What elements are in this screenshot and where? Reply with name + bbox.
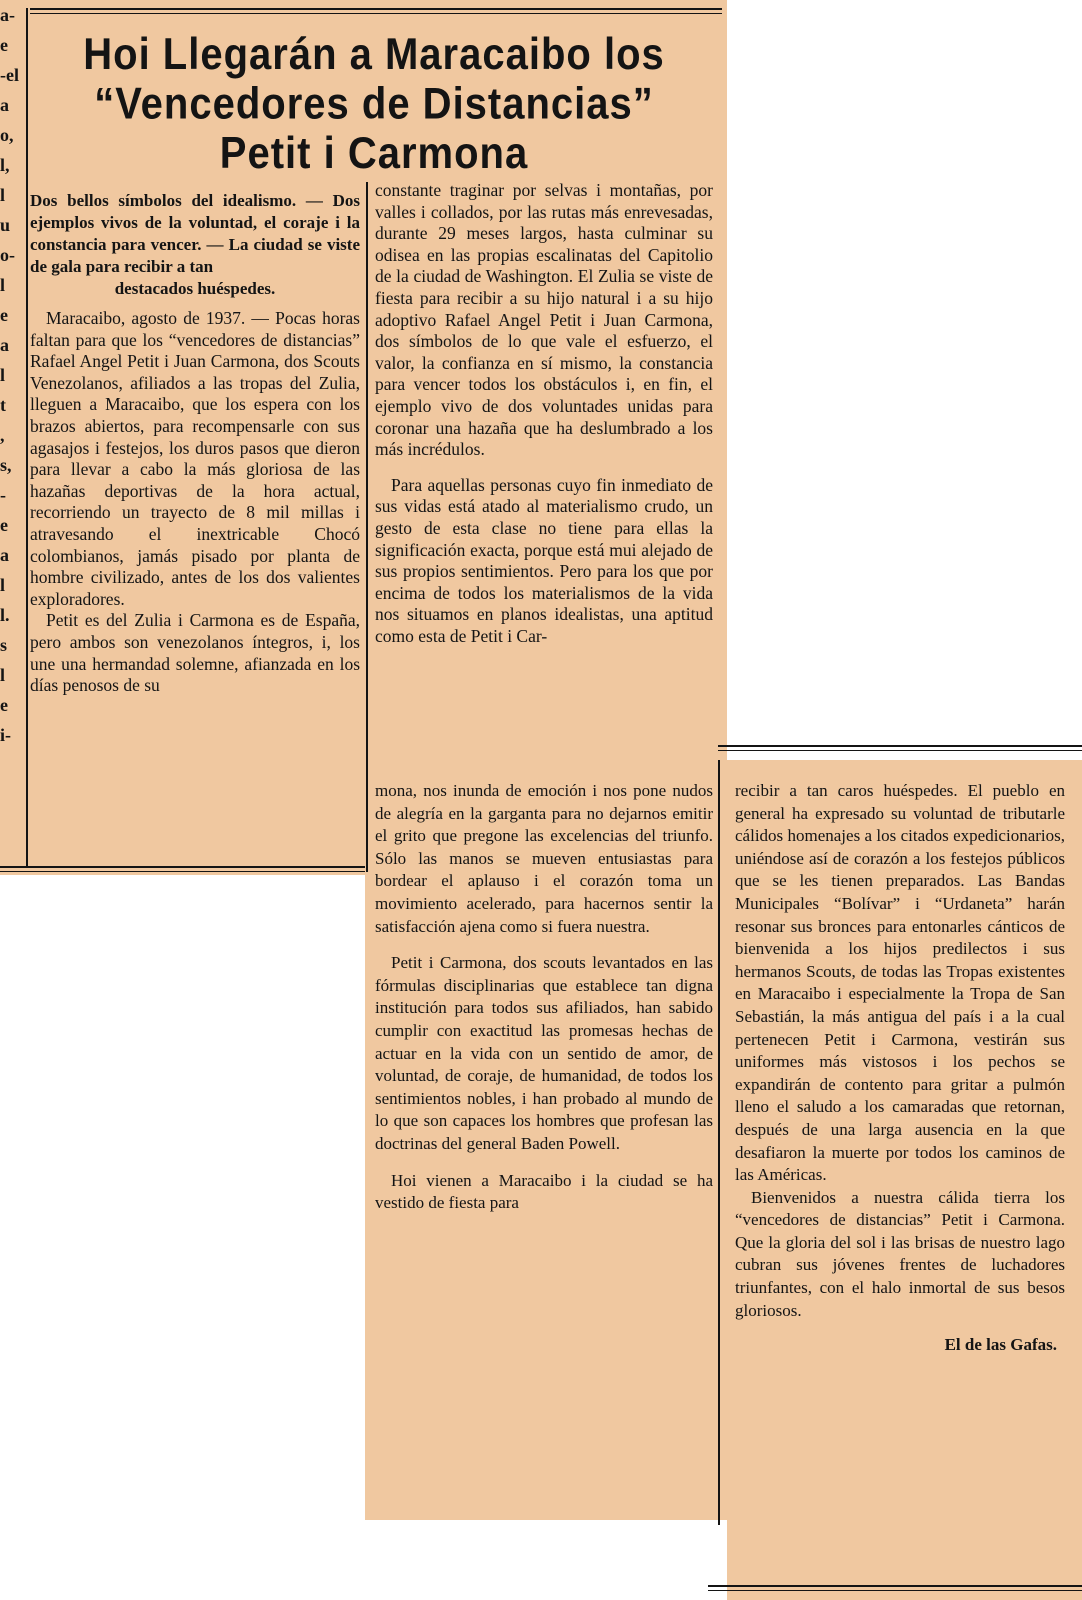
right-panel-top-rule [718,745,1082,751]
headline-line-3: Petit i Carmona [219,128,529,178]
paragraph: recibir a tan caros huéspedes. El pueblo en general ha expresado su voluntad de tributarle cálidos homenajes a los citados expedicionarios, uniéndose así de corazón a los festejos públicos que se les tienen preparados. Las Bandas Municipales “Bolívar” i “Urdaneta” harán resonar sus bronces para entonarles cánticos de bienvenida a los hijos predilectos i sus hermanos Scouts, de todas las Tropas existentes en Maracaibo i especialmente la Tropa de San Sebastián, la más antigua del país i a la cual pertenecen Petit i Carmona, vestirán sus uniformes más vistosos i los pechos se expandirán de contento para gritar a pulmón lleno el saludo a los camaradas que retornan, después de una larga ausencia en la que desafiaron la muerte por todos los caminos de las Américas. [735,781,1065,1185]
paragraph: Para aquellas personas cuyo fin inmediato de sus vidas está atado al materialismo crudo, un gesto de esta clase no tiene para ellas la significación exacta, porque está mui alejado de sus propios sentimientos. Pero para los que por encima de todos los materialismos de la vida nos situamos en planos idealistas, una aptitud como esta de Petit i Car- [375,474,713,646]
paragraph: Petit es del Zulia i Carmona es de España, pero ambos son venezolanos íntegros, i, los une una hermandad solemne, afianzada en los días penosos de su [30,610,360,696]
headline [24,30,724,178]
headline-line-2: “Vencedores de Distancias” [94,79,654,129]
subheading: Dos bellos símbolos del idealismo. — Dos ejemplos vivos de la voluntad, el coraje i la constancia para vencer. — La ciudad se viste de gala para recibir a tan destacados huéspedes. [30,191,360,298]
column-divider-1 [366,182,368,872]
headline-line-1: Hoi Llegarán a Maracaibo los [83,30,665,80]
article-column-2 [375,180,713,647]
paragraph: constante traginar por selvas i montañas, por valles i collados, por las rutas más enrevesadas, durante 29 meses largos, hasta culminar su odisea en las propias escalinatas del Capitolio de la ciudad de Washington. El Zulia se viste de fiesta para recibir a su hijo natural i a su hijo adoptivo Rafael Angel Petit i Juan Carmona, dos símbolos de lo que vale el esfuerzo, el valor, la confianza en sí mismo, la constancia para vencer todos los obstáculos i, en fin, el ejemplo vivo de dos voluntades unidas para coronar una hazaña que ha deslumbrado a los más incrédulos. [375,180,713,460]
article-column-4 [735,780,1065,1357]
top-panel-bottom-rule [0,866,365,872]
paragraph: Hoi vienen a Maracaibo i la ciudad se ha vestido de fiesta para [375,1170,713,1213]
article-column-3 [375,780,713,1215]
paragraph: Maracaibo, agosto de 1937. — Pocas horas faltan para que los “vencedores de distancias” Rafael Angel Petit i Juan Carmona, dos Scouts Venezolanos, afiliados a las tropas del Zulia, lleguen a Maracaibo, que los espera con los brazos abiertos, para recompensarle con sus agasajos i festejos, los duros pasos que dieron para llevar a cabo la más gloriosa de las hazañas deportivas de la hora actual, recorriendo un trayecto de 8 mil millas i atravesando el inextricable Chocó colombianos, jamás pisado por planta de hombre civilizado, antes de los dos valientes exploradores. [30,308,360,609]
column-divider-2 [718,760,720,1525]
author-signature: El de las Gafas. [944,1335,1057,1355]
top-rule [30,8,722,14]
paragraph: Bienvenidos a nuestra cálida tierra los “vencedores de distancias” Petit i Carmona. Que la gloria del sol i las brisas de nuestro lago cubran sus jóvenes frentes de luchadores triunfantes, con el halo inmortal de sus besos gloriosos. [735,1187,1065,1320]
paragraph: mona, nos inunda de emoción i nos pone nudos de alegría en la garganta para no dejarnos emitir el grito que pregone las excelencias del triunfo. Sólo las manos se mueven entusiastas para bordear el aplauso i el corazón toma un movimiento acelerado, para hacernos sentir la satisfacción ajena como si fuera nuestra. [375,781,713,936]
paragraph: Petit i Carmona, dos scouts levantados en las fórmulas disciplinarias que establece tan digna institución para todos sus afiliados, han sabido cumplir con exactitud las promesas hechas de actuar en la vida con un sentido de amor, de voluntad, de coraje, de humanidad, de todos los sentimientos nobles, i han probado al mundo de lo que son capaces los hombres que profesan las doctrinas del general Baden Powell. [375,953,713,1153]
left-edge-fragment: a- e -el a o, l, l u o- l e a l t , s, - e a l l. s l e i- [0,5,19,745]
bottom-rule [708,1585,1082,1591]
article-column-1 [30,190,360,697]
